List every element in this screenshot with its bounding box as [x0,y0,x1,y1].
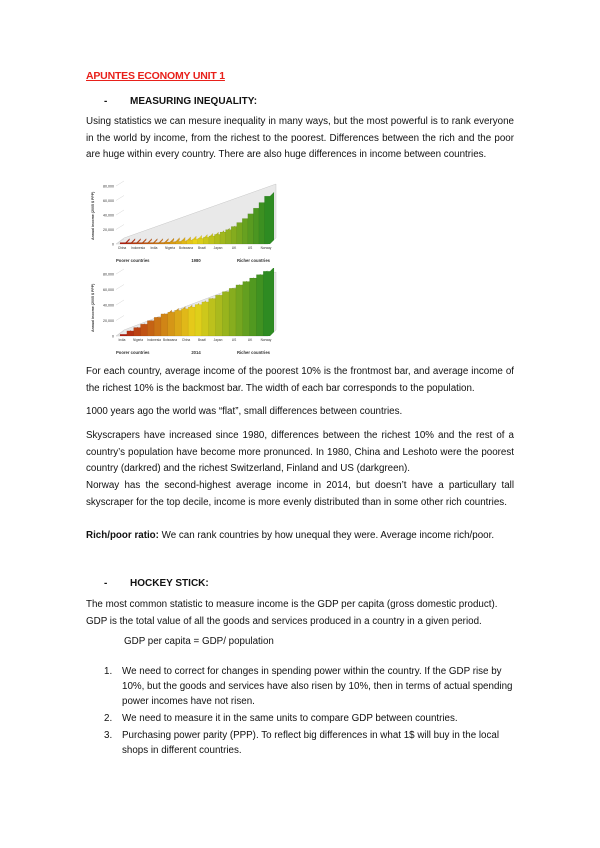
list-item [104,711,516,726]
paragraph-flat-world: 1000 years ago the world was “flat”, small differences between countries. [86,406,403,417]
gridline [116,181,124,186]
paragraph-skyscrapers: Skyscrapers have increased since 1980, differences between the richest 10% and the rest of a country’s population have become more pronunced. In 1980, China and Leshoto were the poorest country (darkred) and the richest Switzerland, Finland and US (darkgreen). [86,430,514,474]
country-label: Nigeria [164,246,176,250]
poorer-countries-label: Poorer countries [116,350,150,355]
country-label: Botswana [163,338,177,342]
country-label: India [118,338,126,342]
paragraph-rich-poor-ratio [86,528,514,545]
inequality-intro: Using statistics we can mesure inequality in many ways, but the most powerful is to rank everyone in the world by income, from the richest to the poorest. Differences between the rich and the poor are huge within every country. There are also huge differences in income between countries. [86,116,514,160]
y-tick-label: 0 [112,334,114,339]
heading-dash: - [104,578,108,589]
paragraph-bars: For each country, average income of the poorest 10% is the frontmost bar, and average income of the richest 10% is the backmost bar. The width of each bar corresponds to the population. [86,366,514,394]
country-label: Botswana [179,246,193,250]
ratio-text: We can rank countries by how unequal they were. Average income rich/poor. [158,530,495,541]
ratio-label: Rich/poor ratio: [86,530,159,541]
section-heading-measuring-inequality [104,96,257,107]
numbered-list [104,664,516,758]
chart-2014-svg [86,268,278,358]
y-tick-label: 80,000 [103,272,114,277]
y-tick-label: 60,000 [103,288,114,292]
country-label: Norway [260,338,272,342]
y-axis-label: Annual income (2005 $ PPP) [91,283,95,332]
country-label: US [247,246,253,250]
y-tick-label: 40,000 [103,303,114,308]
list-text: We need to measure it in the same units to compare GDP between countries. [122,713,458,724]
heading-dash: - [104,96,108,107]
y-tick-label: 0 [112,242,114,247]
heading-text: HOCKEY STICK: [130,578,209,589]
gridline [116,225,124,230]
chart-year-label: 1980 [191,258,201,263]
paragraph-norway: Norway has the second-highest average income in 2014, but doesn’t have a particullary tall skyscraper for the top decile, income is more evenly distributed than in some other rich countries. [86,480,514,508]
y-tick-label: 40,000 [103,213,114,218]
chart-1980 [86,180,278,266]
y-tick-label: 20,000 [103,228,114,232]
document-title: APUNTES ECONOMY UNIT 1 [86,70,225,82]
y-tick-label: 20,000 [103,319,114,323]
hockey-intro: The most common statistic to measure income is the GDP per capita (gross domestic product). GDP is the total value of all the goods and services produced in a country in a given period. [86,599,498,627]
country-label: UK [247,338,253,342]
gridline [116,210,124,215]
gridline [116,269,124,274]
gridline [116,316,124,321]
country-label: Brazil [198,338,206,342]
country-label: Indonesia [147,338,161,342]
list-item [104,664,516,709]
list-number: 3. [104,730,113,741]
richer-countries-label: Richer countries [236,258,270,263]
heading-text: MEASURING INEQUALITY: [130,96,258,107]
country-label: Japan [213,246,223,250]
y-axis-label: Annual income (2005 $ PPP) [91,191,95,240]
country-label: Indonesia [131,246,145,250]
country-label: Norway [260,246,272,250]
country-label: India [150,246,158,250]
chart-1980-svg [86,180,278,266]
y-tick-label: 60,000 [103,199,114,203]
list-text: Purchasing power parity (PPP). To reflect big differences in what 1$ will buy in the local shops in different countries. [122,730,500,756]
gridline [116,196,124,201]
poorer-countries-label: Poorer countries [116,258,150,263]
income-bar [263,268,274,336]
income-bar [264,192,274,244]
country-label: China [181,338,191,342]
country-label: Nigeria [132,338,144,342]
country-label: Brazil [198,246,206,250]
country-label: US [231,338,237,342]
list-number: 1. [104,666,113,677]
section-heading-hockey-stick [104,578,209,589]
richer-countries-label: Richer countries [236,350,270,355]
chart-2014 [86,268,278,358]
list-text: We need to correct for changes in spending power within the country. If the GDP rise by 10%, but the goods and services have also risen by 10%, then in terms of actual spending power incomes have not risen. [122,666,513,707]
gridline [116,300,124,305]
country-label: UK [231,246,237,250]
list-number: 2. [104,713,113,724]
y-tick-label: 80,000 [103,184,114,189]
gridline [116,285,124,290]
country-label: China [117,246,127,250]
country-label: Japan [213,338,223,342]
gdp-formula: GDP per capita = GDP/ population [124,636,274,647]
list-item [104,728,516,758]
chart-year-label: 2014 [191,350,201,355]
